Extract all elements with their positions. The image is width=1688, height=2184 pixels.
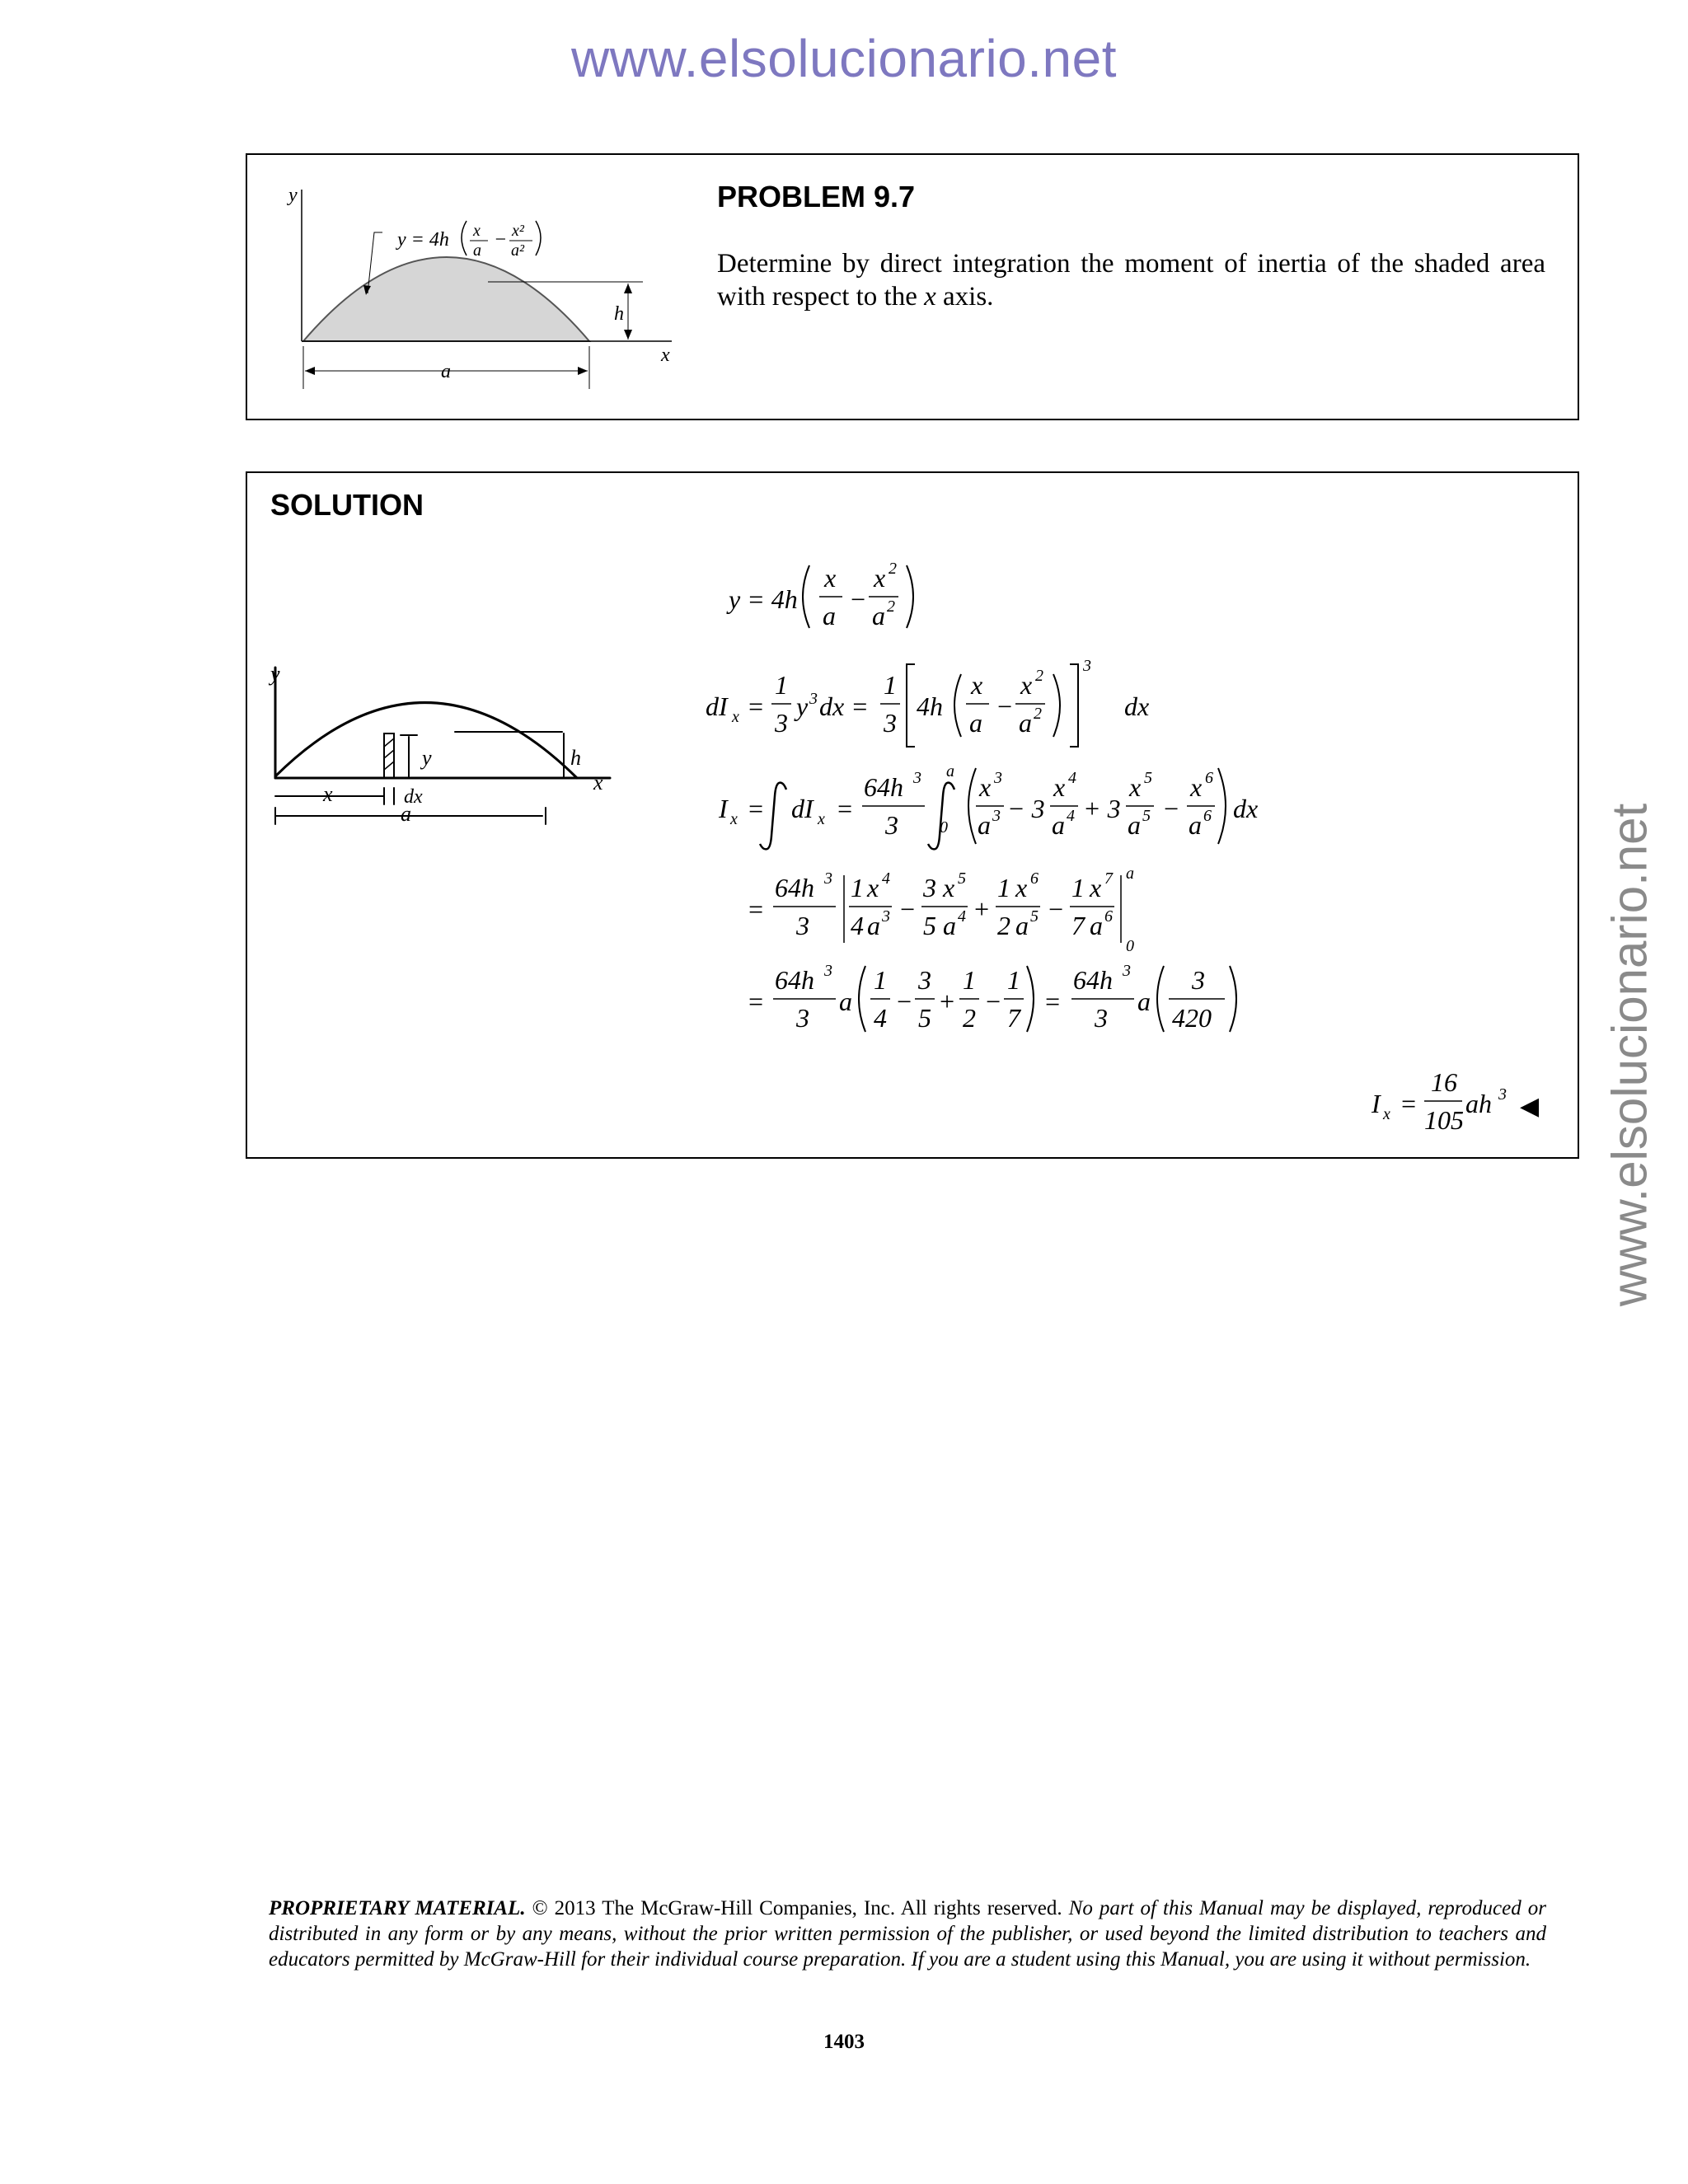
svg-text:−: − bbox=[984, 987, 1002, 1016]
svg-text:6: 6 bbox=[1104, 907, 1113, 926]
svg-text:4: 4 bbox=[1068, 769, 1076, 787]
math-eq-3 bbox=[718, 762, 1258, 849]
problem-statement-x: x bbox=[924, 282, 936, 312]
problem-statement-a: Determine by direct integration the moment of inertia of the shaded area with respect to the bbox=[717, 249, 1545, 312]
svg-text:=: = bbox=[1400, 1089, 1418, 1118]
footer-copyright: © 2013 The McGraw-Hill Companies, Inc. All rights reserved. bbox=[525, 1897, 1069, 1919]
watermark-top: www.elsolucionario.net bbox=[571, 29, 1117, 88]
svg-text:x: x bbox=[1190, 772, 1203, 802]
result-den: 105 bbox=[1424, 1105, 1464, 1135]
svg-text:a: a bbox=[867, 911, 880, 940]
result-marker: ◀ bbox=[1520, 1093, 1540, 1120]
x-axis-label: x bbox=[661, 344, 670, 366]
svg-text:5: 5 bbox=[1142, 807, 1151, 825]
result-rhs: ah bbox=[1465, 1089, 1492, 1118]
solution-math bbox=[247, 473, 1578, 1157]
svg-text:−: − bbox=[996, 691, 1014, 721]
result-exp: 3 bbox=[1498, 1085, 1507, 1104]
h-arrow-bottom bbox=[624, 330, 632, 340]
svg-text:=: = bbox=[1043, 987, 1062, 1016]
svg-text:1: 1 bbox=[874, 965, 887, 995]
svg-text:3: 3 bbox=[918, 965, 931, 995]
svg-text:a: a bbox=[823, 601, 836, 630]
svg-text:dx =: dx = bbox=[819, 691, 869, 721]
svg-text:a: a bbox=[1015, 911, 1029, 940]
svg-text:a: a bbox=[839, 987, 852, 1016]
svg-text:x: x bbox=[818, 810, 825, 828]
svg-text:x: x bbox=[730, 810, 738, 828]
curve-eq-t1-den: a bbox=[473, 241, 481, 260]
svg-text:7: 7 bbox=[1104, 869, 1113, 888]
svg-text:y: y bbox=[796, 691, 809, 721]
svg-text:=: = bbox=[747, 794, 765, 823]
svg-text:7: 7 bbox=[1007, 1003, 1020, 1033]
sketch-x-axis-label: x bbox=[593, 771, 603, 794]
svg-text:3: 3 bbox=[809, 690, 818, 708]
svg-text:3: 3 bbox=[882, 907, 890, 926]
svg-text:−: − bbox=[849, 584, 867, 614]
svg-text:x: x bbox=[979, 772, 992, 802]
problem-statement-b: axis. bbox=[935, 282, 994, 312]
svg-text:4: 4 bbox=[1067, 807, 1075, 825]
a-label: a bbox=[441, 361, 451, 382]
svg-text:3: 3 bbox=[913, 769, 921, 787]
svg-text:x: x bbox=[732, 708, 739, 726]
svg-text:=: = bbox=[836, 794, 854, 823]
svg-text:−: − bbox=[1047, 894, 1065, 924]
sketch-y-axis-label: y bbox=[270, 662, 280, 686]
svg-text:4: 4 bbox=[874, 1003, 887, 1033]
svg-text:3: 3 bbox=[884, 708, 897, 738]
svg-text:1: 1 bbox=[1007, 965, 1020, 995]
svg-text:5: 5 bbox=[1030, 907, 1039, 926]
svg-text:x: x bbox=[824, 563, 837, 593]
svg-text:dI: dI bbox=[706, 691, 728, 721]
svg-text:6: 6 bbox=[1030, 869, 1039, 888]
shaded-area bbox=[303, 257, 589, 341]
svg-text:0: 0 bbox=[940, 818, 948, 837]
svg-text:=: = bbox=[747, 894, 765, 924]
curve-eq-minus: − bbox=[494, 229, 508, 251]
math-eq-4 bbox=[747, 865, 1134, 955]
curve-eq-t2-den: a² bbox=[511, 241, 524, 260]
result-sub: x bbox=[1383, 1105, 1390, 1123]
math-result bbox=[1371, 1067, 1539, 1135]
svg-text:3: 3 bbox=[796, 911, 809, 940]
svg-text:a: a bbox=[946, 762, 954, 780]
curve-eq-rparen bbox=[536, 221, 541, 255]
sketch-x-label: x bbox=[323, 782, 333, 806]
math-eq-1 bbox=[726, 560, 913, 630]
curve-eq-t1-num: x bbox=[473, 222, 481, 240]
svg-text:y = 4h: y = 4h bbox=[729, 584, 798, 614]
svg-text:420: 420 bbox=[1172, 1003, 1212, 1033]
curve-eq-t2-num: x² bbox=[512, 222, 524, 240]
svg-text:a: a bbox=[872, 601, 885, 630]
svg-text:0: 0 bbox=[1126, 937, 1134, 955]
svg-text:3: 3 bbox=[824, 869, 832, 888]
svg-text:dI: dI bbox=[791, 794, 814, 823]
svg-text:3: 3 bbox=[923, 873, 936, 902]
footer-lead: PROPRIETARY MATERIAL. bbox=[269, 1897, 526, 1919]
svg-text:x: x bbox=[867, 873, 879, 902]
problem-title: PROBLEM 9.7 bbox=[717, 180, 916, 213]
svg-text:− 3: − 3 bbox=[1007, 794, 1045, 823]
svg-text:64h: 64h bbox=[1073, 965, 1113, 995]
svg-text:a: a bbox=[1189, 810, 1202, 840]
curve-eq-lparen bbox=[462, 221, 467, 255]
svg-text:a: a bbox=[969, 708, 982, 738]
svg-text:x: x bbox=[1020, 670, 1033, 700]
svg-text:2: 2 bbox=[963, 1003, 976, 1033]
svg-text:a: a bbox=[978, 810, 991, 840]
svg-text:4: 4 bbox=[851, 911, 864, 940]
math-eq-2 bbox=[706, 657, 1149, 747]
svg-text:=: = bbox=[747, 987, 765, 1016]
svg-text:4: 4 bbox=[958, 907, 966, 926]
svg-text:2: 2 bbox=[887, 598, 895, 616]
solution-heading: SOLUTION bbox=[270, 488, 424, 522]
result-lhs: I bbox=[1372, 1089, 1381, 1118]
svg-text:x: x bbox=[874, 563, 886, 593]
svg-text:1: 1 bbox=[884, 670, 897, 700]
svg-text:3: 3 bbox=[1095, 1003, 1108, 1033]
svg-text:a: a bbox=[1090, 911, 1103, 940]
svg-text:a: a bbox=[1052, 810, 1065, 840]
svg-text:dx: dx bbox=[1233, 794, 1259, 823]
math-eq-5 bbox=[747, 962, 1236, 1033]
svg-text:x: x bbox=[1015, 873, 1028, 902]
svg-text:5: 5 bbox=[1144, 769, 1152, 787]
svg-text:x: x bbox=[1053, 772, 1066, 802]
svg-text:7: 7 bbox=[1071, 911, 1085, 940]
svg-text:a: a bbox=[1128, 810, 1141, 840]
footer-notice bbox=[269, 1896, 1546, 1972]
svg-text:2: 2 bbox=[997, 911, 1010, 940]
svg-text:64h: 64h bbox=[775, 873, 814, 902]
svg-text:6: 6 bbox=[1203, 807, 1212, 825]
svg-text:1: 1 bbox=[997, 873, 1010, 902]
page-number: 1403 bbox=[823, 2031, 865, 2053]
sketch-h-label: h bbox=[570, 746, 581, 770]
svg-text:6: 6 bbox=[1205, 769, 1213, 787]
svg-text:1: 1 bbox=[851, 873, 864, 902]
svg-text:2: 2 bbox=[1035, 667, 1043, 685]
a-arrow-right bbox=[578, 367, 588, 375]
svg-text:3: 3 bbox=[796, 1003, 809, 1033]
svg-text:5: 5 bbox=[958, 869, 966, 888]
svg-text:4: 4 bbox=[882, 869, 890, 888]
svg-text:5: 5 bbox=[918, 1003, 931, 1033]
problem-statement bbox=[717, 247, 1545, 313]
svg-text:4h: 4h bbox=[917, 691, 943, 721]
svg-text:−: − bbox=[895, 987, 913, 1016]
svg-text:a: a bbox=[943, 911, 956, 940]
svg-text:a: a bbox=[1126, 865, 1134, 883]
svg-text:3: 3 bbox=[1083, 657, 1091, 675]
svg-text:64h: 64h bbox=[864, 772, 903, 802]
svg-text:x: x bbox=[1129, 772, 1142, 802]
svg-text:x: x bbox=[971, 670, 983, 700]
svg-text:1: 1 bbox=[775, 670, 788, 700]
curve-eq-lhs: y = 4h bbox=[397, 229, 449, 251]
h-arrow-top bbox=[624, 284, 632, 293]
svg-text:2: 2 bbox=[889, 560, 897, 578]
svg-text:x: x bbox=[1090, 873, 1102, 902]
result-num: 16 bbox=[1431, 1067, 1457, 1097]
svg-text:+: + bbox=[973, 894, 991, 924]
svg-text:+: + bbox=[938, 987, 956, 1016]
svg-text:+ 3: + 3 bbox=[1083, 794, 1121, 823]
solution-box bbox=[246, 471, 1579, 1159]
svg-text:3: 3 bbox=[994, 769, 1002, 787]
svg-text:3: 3 bbox=[1192, 965, 1205, 995]
watermark-side-text: www.elsolucionario.net bbox=[1601, 803, 1658, 1307]
svg-text:I: I bbox=[719, 794, 728, 823]
svg-text:=: = bbox=[747, 691, 765, 721]
svg-text:3: 3 bbox=[885, 810, 898, 840]
svg-text:3: 3 bbox=[775, 708, 788, 738]
y-axis-label: y bbox=[288, 185, 298, 206]
sketch-dx-label: dx bbox=[404, 786, 423, 808]
svg-text:1: 1 bbox=[963, 965, 976, 995]
problem-box bbox=[246, 153, 1579, 420]
svg-text:3: 3 bbox=[992, 807, 1001, 825]
svg-text:−: − bbox=[898, 894, 917, 924]
footer-notice-text: No part of this Manual may be displayed, reproduced or distributed in any form or by any means, without the prior written permission of the publisher, or used beyond the limited distribution to teachers and educators permitted by McGraw-Hill for their individual course preparation. If you are a student using this Manual, you are using it without permission. bbox=[269, 1897, 1546, 1971]
svg-text:2: 2 bbox=[1034, 705, 1042, 723]
problem-figure bbox=[247, 155, 709, 419]
h-label: h bbox=[614, 303, 624, 325]
svg-text:5: 5 bbox=[923, 911, 936, 940]
svg-text:dx: dx bbox=[1124, 691, 1150, 721]
a-arrow-left bbox=[305, 367, 315, 375]
sketch-a-label: a bbox=[401, 802, 411, 826]
svg-text:3: 3 bbox=[824, 962, 832, 980]
svg-text:1: 1 bbox=[1071, 873, 1085, 902]
svg-text:3: 3 bbox=[1123, 962, 1131, 980]
svg-text:a: a bbox=[1019, 708, 1032, 738]
svg-text:64h: 64h bbox=[775, 965, 814, 995]
sketch-strip-height-label: y bbox=[422, 746, 432, 770]
svg-text:x: x bbox=[943, 873, 955, 902]
svg-text:a: a bbox=[1137, 987, 1151, 1016]
svg-text:−: − bbox=[1162, 794, 1180, 823]
